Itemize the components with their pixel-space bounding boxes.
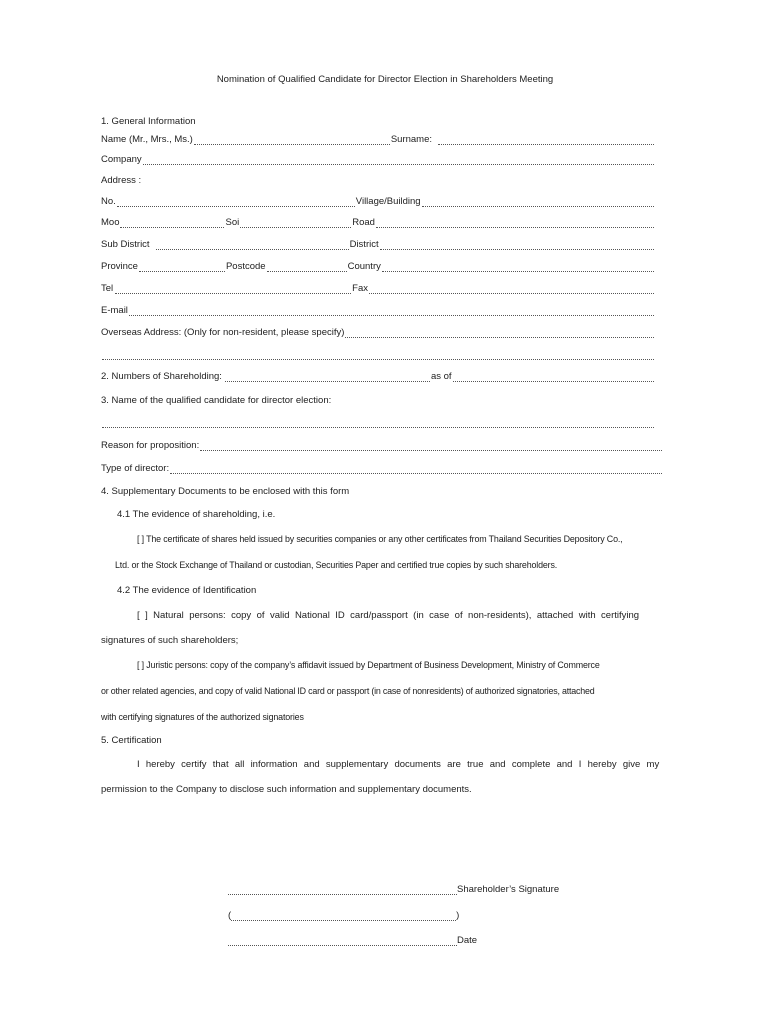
soi-label: Soi xyxy=(225,217,240,228)
no-label: No. xyxy=(101,196,116,207)
village-label: Village/Building xyxy=(355,196,421,207)
country-field[interactable] xyxy=(382,262,654,272)
date-label: Date xyxy=(457,935,478,946)
type-label: Type of director: xyxy=(101,463,170,474)
printed-name-row xyxy=(228,910,459,921)
shareholding-row xyxy=(101,371,655,382)
printed-name-field[interactable] xyxy=(231,911,456,921)
reason-row xyxy=(101,440,663,451)
signature-row xyxy=(228,884,559,895)
section-5-heading: 5. Certification xyxy=(101,735,162,746)
tel-row xyxy=(101,283,655,294)
moo-label: Moo xyxy=(101,217,120,228)
signature-field[interactable] xyxy=(228,885,457,895)
subdistrict-row xyxy=(101,239,655,250)
village-field[interactable] xyxy=(422,197,654,207)
juristic-persons-text: [ ] Juristic persons: copy of the company’s affidavit issued by Department of Business Development, Ministry of Commerce xyxy=(137,660,600,670)
postcode-label: Postcode xyxy=(225,261,266,272)
province-label: Province xyxy=(101,261,138,272)
no-row xyxy=(101,196,655,207)
document-title: Nomination of Qualified Candidate for Director Election in Shareholders Meeting xyxy=(216,74,554,85)
date-field[interactable] xyxy=(228,936,457,946)
moo-field[interactable] xyxy=(120,218,224,228)
asof-field[interactable] xyxy=(453,372,654,382)
open-paren: ( xyxy=(228,910,232,921)
natural-persons-text-2: signatures of such shareholders; xyxy=(101,635,239,646)
road-field[interactable] xyxy=(376,218,654,228)
section-2-heading: 2. Numbers of Shareholding: xyxy=(101,371,222,382)
surname-field[interactable] xyxy=(438,135,654,145)
candidate-row xyxy=(101,418,655,428)
postcode-field[interactable] xyxy=(267,262,347,272)
candidate-field[interactable] xyxy=(102,418,654,428)
surname-label: Surname: xyxy=(390,134,433,145)
district-field[interactable] xyxy=(380,240,654,250)
name-row xyxy=(101,134,655,145)
section-1-heading: 1. General Information xyxy=(101,116,196,127)
overseas-label: Overseas Address: (Only for non-resident, please specify) xyxy=(101,327,345,338)
signature-label: Shareholder’s Signature xyxy=(457,884,560,895)
email-label: E-mail xyxy=(101,305,128,316)
soi-field[interactable] xyxy=(240,218,351,228)
company-label: Company xyxy=(101,154,142,165)
tel-label: Tel xyxy=(101,283,114,294)
shareholding-field[interactable] xyxy=(225,372,430,382)
section-4-heading: 4. Supplementary Documents to be enclosed with this form xyxy=(101,486,350,497)
certification-text-2: permission to the Company to disclose such information and supplementary documents. xyxy=(101,784,472,795)
address-label: Address : xyxy=(101,175,142,186)
juristic-persons-text-2: or other related agencies, and copy of valid National ID card or passport (in case of nonresidents) of authorized signatories, attached xyxy=(101,686,595,696)
type-field[interactable] xyxy=(170,464,662,474)
district-label: District xyxy=(349,239,379,250)
subsection-4-2: 4.2 The evidence of Identification xyxy=(117,585,257,596)
country-label: Country xyxy=(347,261,381,272)
reason-field[interactable] xyxy=(200,441,662,451)
email-row xyxy=(101,305,655,316)
email-field[interactable] xyxy=(129,306,654,316)
overseas-row xyxy=(101,327,655,338)
reason-label: Reason for proposition: xyxy=(101,440,200,451)
natural-persons-text: [ ] Natural persons: copy of valid National ID card/passport (in case of non-residents), attached with certifying xyxy=(137,610,640,621)
overseas-field[interactable] xyxy=(345,328,654,338)
shares-certificate-text-2: Ltd. or the Stock Exchange of Thailand or custodian, Securities Paper and certified true copies by such shareholders. xyxy=(115,560,558,570)
no-field[interactable] xyxy=(117,197,355,207)
certification-text: I hereby certify that all information and supplementary documents are true and complete and I hereby give my xyxy=(137,759,660,770)
name-label: Name (Mr., Mrs., Ms.) xyxy=(101,134,193,145)
type-row xyxy=(101,463,663,474)
company-field[interactable] xyxy=(143,155,654,165)
province-row xyxy=(101,261,655,272)
overseas-row-2 xyxy=(101,350,655,360)
tel-field[interactable] xyxy=(115,284,351,294)
company-row xyxy=(101,154,655,165)
section-3-heading: 3. Name of the qualified candidate for director election: xyxy=(101,395,332,406)
fax-label: Fax xyxy=(352,283,368,294)
road-label: Road xyxy=(352,217,375,228)
subsection-4-1: 4.1 The evidence of shareholding, i.e. xyxy=(117,509,276,520)
moo-row xyxy=(101,217,655,228)
fax-field[interactable] xyxy=(369,284,654,294)
subdistrict-label: Sub District xyxy=(101,239,150,250)
asof-label: as of xyxy=(430,371,452,382)
shares-certificate-text: [ ] The certificate of shares held issued by securities companies or any other certificates from Thailand Securities Depository Co., xyxy=(137,534,623,544)
date-row xyxy=(228,935,477,946)
name-field[interactable] xyxy=(194,135,390,145)
overseas-field-2[interactable] xyxy=(102,350,654,360)
close-paren: ) xyxy=(456,910,460,921)
juristic-persons-text-3: with certifying signatures of the authorized signatories xyxy=(101,712,304,722)
province-field[interactable] xyxy=(139,262,225,272)
subdistrict-field[interactable] xyxy=(156,240,349,250)
